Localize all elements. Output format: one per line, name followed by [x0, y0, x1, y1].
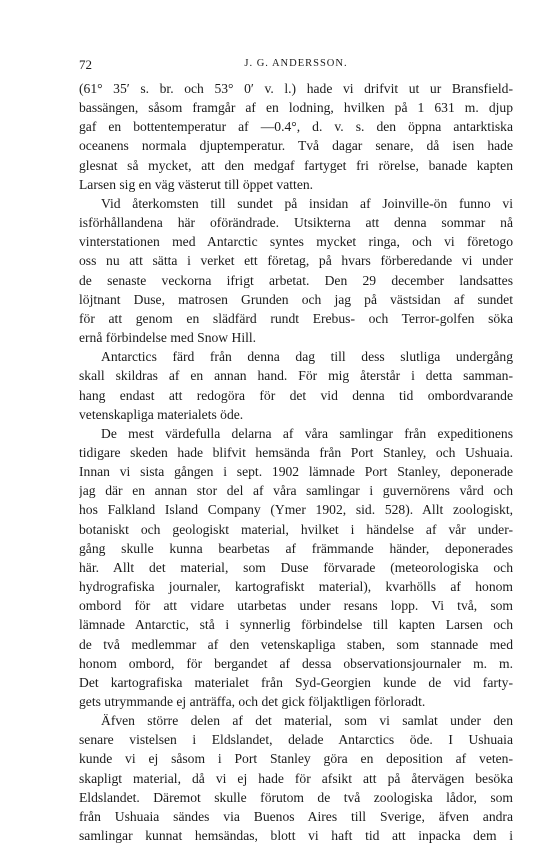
text-line: skall skildras af en annan hand. För mig återstår i detta samman- [79, 368, 513, 384]
text-line: jag där en annan stor del af våra samlingar i guvernörens vård och [79, 483, 513, 499]
text-line: oceanens normala djuptemperatur. Två dagar senare, då isen hade [79, 138, 513, 154]
text-line: (61° 35′ s. br. och 53° 0′ v. l.) hade vi drifvit ut ur Bransfield- [79, 81, 513, 96]
text-line: gång skulle kunna bearbetas af främmande händer, deponerades [79, 540, 513, 556]
text-line: gets utrymmande ej anträffa, och det gick följaktligen förloradt. [79, 694, 426, 709]
text-line: botaniskt och geologiskt material, hvilket i händelse af vår under- [79, 521, 513, 537]
text-line: vetenskapliga materialets öde. [79, 406, 244, 422]
text-line: hydrografiska journaler, kartografiskt material), kvarhölls af honom [79, 579, 513, 595]
body-text [79, 79, 513, 845]
text-line: lämnade Antarctic, stå i synnerlig förbindelse till kapten Larsen och [79, 617, 513, 633]
text-line: senare vistelsen i Eldslandet, delade Antarctics öde. I Ushuaia [79, 732, 513, 748]
text-line: för att genom en slädfärd rundt Erebus- och Terror-golfen söka [79, 310, 513, 326]
text-line: ombord för att vidare utarbetas under resans lopp. Vi två, som [79, 598, 513, 614]
text-line: här. Allt det material, som Duse förvarade (meteorologiska och [79, 559, 513, 575]
text-line: vinterstationen med Antarctic syntes mycket ringa, och vi företogo [79, 234, 513, 250]
text-line: skapligt material, då vi ej hade för afsikt att på återvägen besöka [79, 770, 513, 786]
text-line: Det kartografiska materialet från Syd-Georgien kunde de vid farty- [79, 674, 513, 690]
text-line: De mest värdefulla delarna af våra samlingar från expeditionens [101, 425, 513, 441]
text-line: gaf en bottentemperatur af —0.4°, d. v. s. den öppna antarktiska [79, 119, 513, 135]
text-line: honom ombord, för bergandet af dessa observationsjournaler m. m. [79, 655, 513, 671]
running-head-author: J. G. ANDERSSON. [244, 58, 348, 69]
text-line: från Ushuaia sändes via Buenos Aires till Sverige, äfven andra [79, 808, 513, 824]
text-line: de senaste veckorna ifrigt arbetat. Den 29 december landsattes [79, 272, 513, 288]
text-line: löjtnant Duse, matrosen Grunden och jag på västsidan af sundet [79, 291, 513, 307]
text-line: ernå förbindelse med Snow Hill. [79, 330, 257, 346]
text-line: Antarctics färd från denna dag till dess slutliga undergång [101, 349, 513, 365]
page-number: 72 [79, 57, 92, 72]
text-line: de två medlemmar af den vetenskapliga staben, som stannade med [79, 636, 513, 652]
text-line: hos Falkland Island Company (Ymer 1902, sid. 528). Allt zoologiskt, [79, 502, 513, 518]
text-line: Äfven större delen af det material, som vi samlat under den [101, 713, 513, 729]
text-line: Innan vi sista gången i sept. 1902 lämnade Port Stanley, deponerade [79, 464, 513, 480]
text-line: Vid återkomsten till sundet på insidan af Joinville-ön funno vi [101, 195, 513, 211]
text-line: samlingar kunnat hemsändas, blott vi haft tid att inpacka dem i [79, 828, 513, 844]
text-line: Eldslandet. Däremot skulle förutom de två zoologiska lådor, som [79, 789, 513, 805]
text-line: glesnat så mycket, att den medgaf fartyget fri rörelse, banade kapten [79, 157, 513, 173]
text-line: isförhållandena här oförändrade. Utsikterna att denna sommar nå [79, 215, 513, 231]
text-line: bassängen, såsom framgår af en lodning, hvilken på 1 631 m. djup [79, 100, 513, 116]
text-line: kunde vi ej såsom i Port Stanley göra en deposition af veten- [79, 751, 513, 767]
text-line: oss nu att sätta i verket ett företag, på hvars förberedande vi under [79, 253, 513, 269]
text-line: tidigare skeden hade blifvit hemsända från Port Stanley, och Ushuaia. [79, 444, 513, 460]
text-line: hang endast att redogöra för det vid denna tid ombordvarande [79, 387, 513, 403]
text-line: Larsen sig en väg västerut till öppet vatten. [79, 176, 314, 192]
running-head [79, 57, 513, 73]
